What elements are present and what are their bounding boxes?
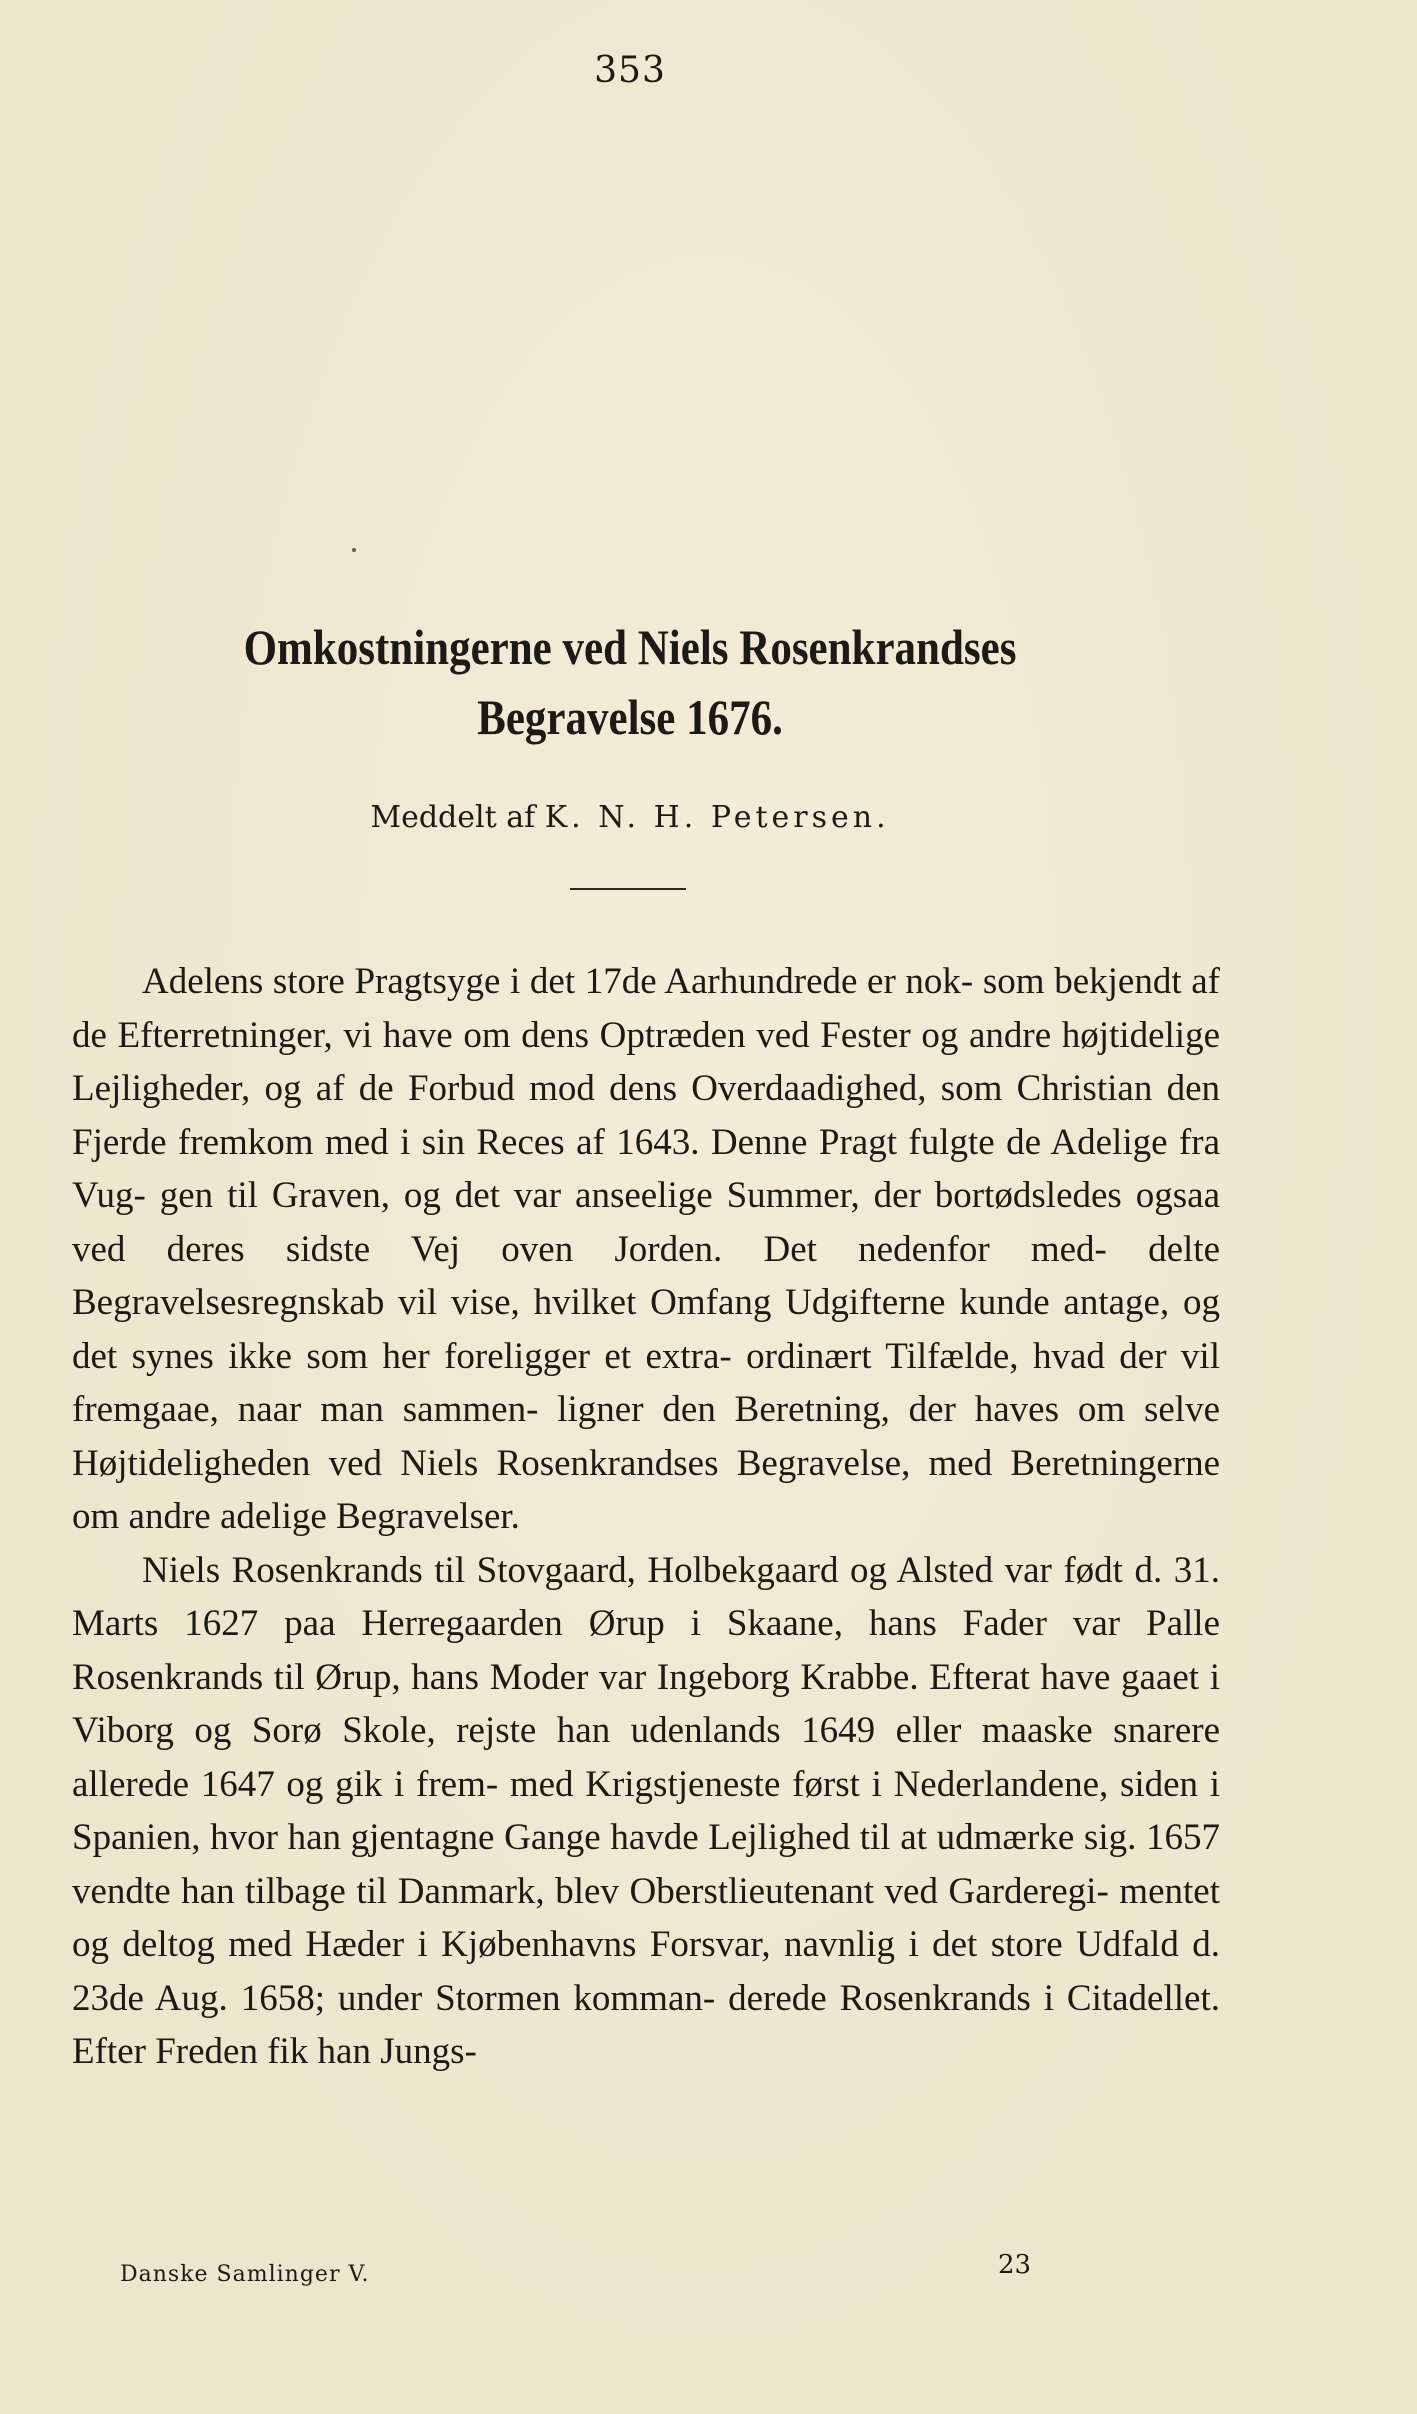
- signature-mark: Danske Samlinger V.: [120, 2262, 370, 2287]
- page-footer: [0, 2248, 1417, 2298]
- page-number: 353: [594, 50, 666, 91]
- byline: [0, 800, 1260, 835]
- article-body: [72, 955, 1220, 2079]
- ink-speck: [352, 548, 356, 552]
- byline-prefix: Meddelt af: [370, 800, 536, 835]
- byline-author: K. N. H. Petersen.: [544, 800, 890, 835]
- sheet-number: 23: [998, 2250, 1032, 2280]
- title-divider: [570, 888, 686, 890]
- paragraph: Niels Rosenkrands til Stovgaard, Holbekgaard og Alsted var født d. 31. Marts 1627 paa Herregaarden Ørup i Skaane, hans Fader var Palle Rosenkrands til Ørup, hans Moder var Ingeborg Krabbe. Efterat have gaaet i Viborg og Sorø Skole, rejste han udenlands 1649 eller maaske snarere allerede 1647 og gik i frem- med Krigstjeneste først i Nederlandene, siden i Spanien, hvor han gjentagne Gange havde Lejlighed til at udmærke sig. 1657 vendte han tilbage til Danmark, blev Oberstlieutenant ved Garderegi- mentet og deltog med Hæder i Kjøbenhavns Forsvar, navnlig i det store Udfald d. 23de Aug. 1658; under Stormen komman- derede Rosenkrands i Citadellet. Efter Freden fik han Jungs-: [72, 1549, 1220, 2072]
- paragraph: Adelens store Pragtsyge i det 17de Aarhundrede er nok- som bekjendt af de Efterretninger, vi have om dens Optræden ved Fester og andre højtidelige Lejligheder, og af de Forbud mod dens Overdaadighed, som Christian den Fjerde fremkom med i sin Reces af 1643. Denne Pragt fulgte de Adelige fra Vug- gen til Graven, og det var anseelige Summer, der bortødsledes ogsaa ved deres sidste Vej oven Jorden. Det nedenfor med- delte Begravelsesregnskab vil vise, hvilket Omfang Udgifterne kunde antage, og det synes ikke som her foreligger et extra- ordinært Tilfælde, hvad der vil fremgaae, naar man sammen- ligner den Beretning, der haves om selve Højtideligheden ved Niels Rosenkrandses Begravelse, med Beretningerne om andre adelige Begravelser.: [72, 961, 1220, 1537]
- article-title: Omkostningerne ved Niels Rosenkrandses Begravelse 1676.: [243, 619, 1017, 745]
